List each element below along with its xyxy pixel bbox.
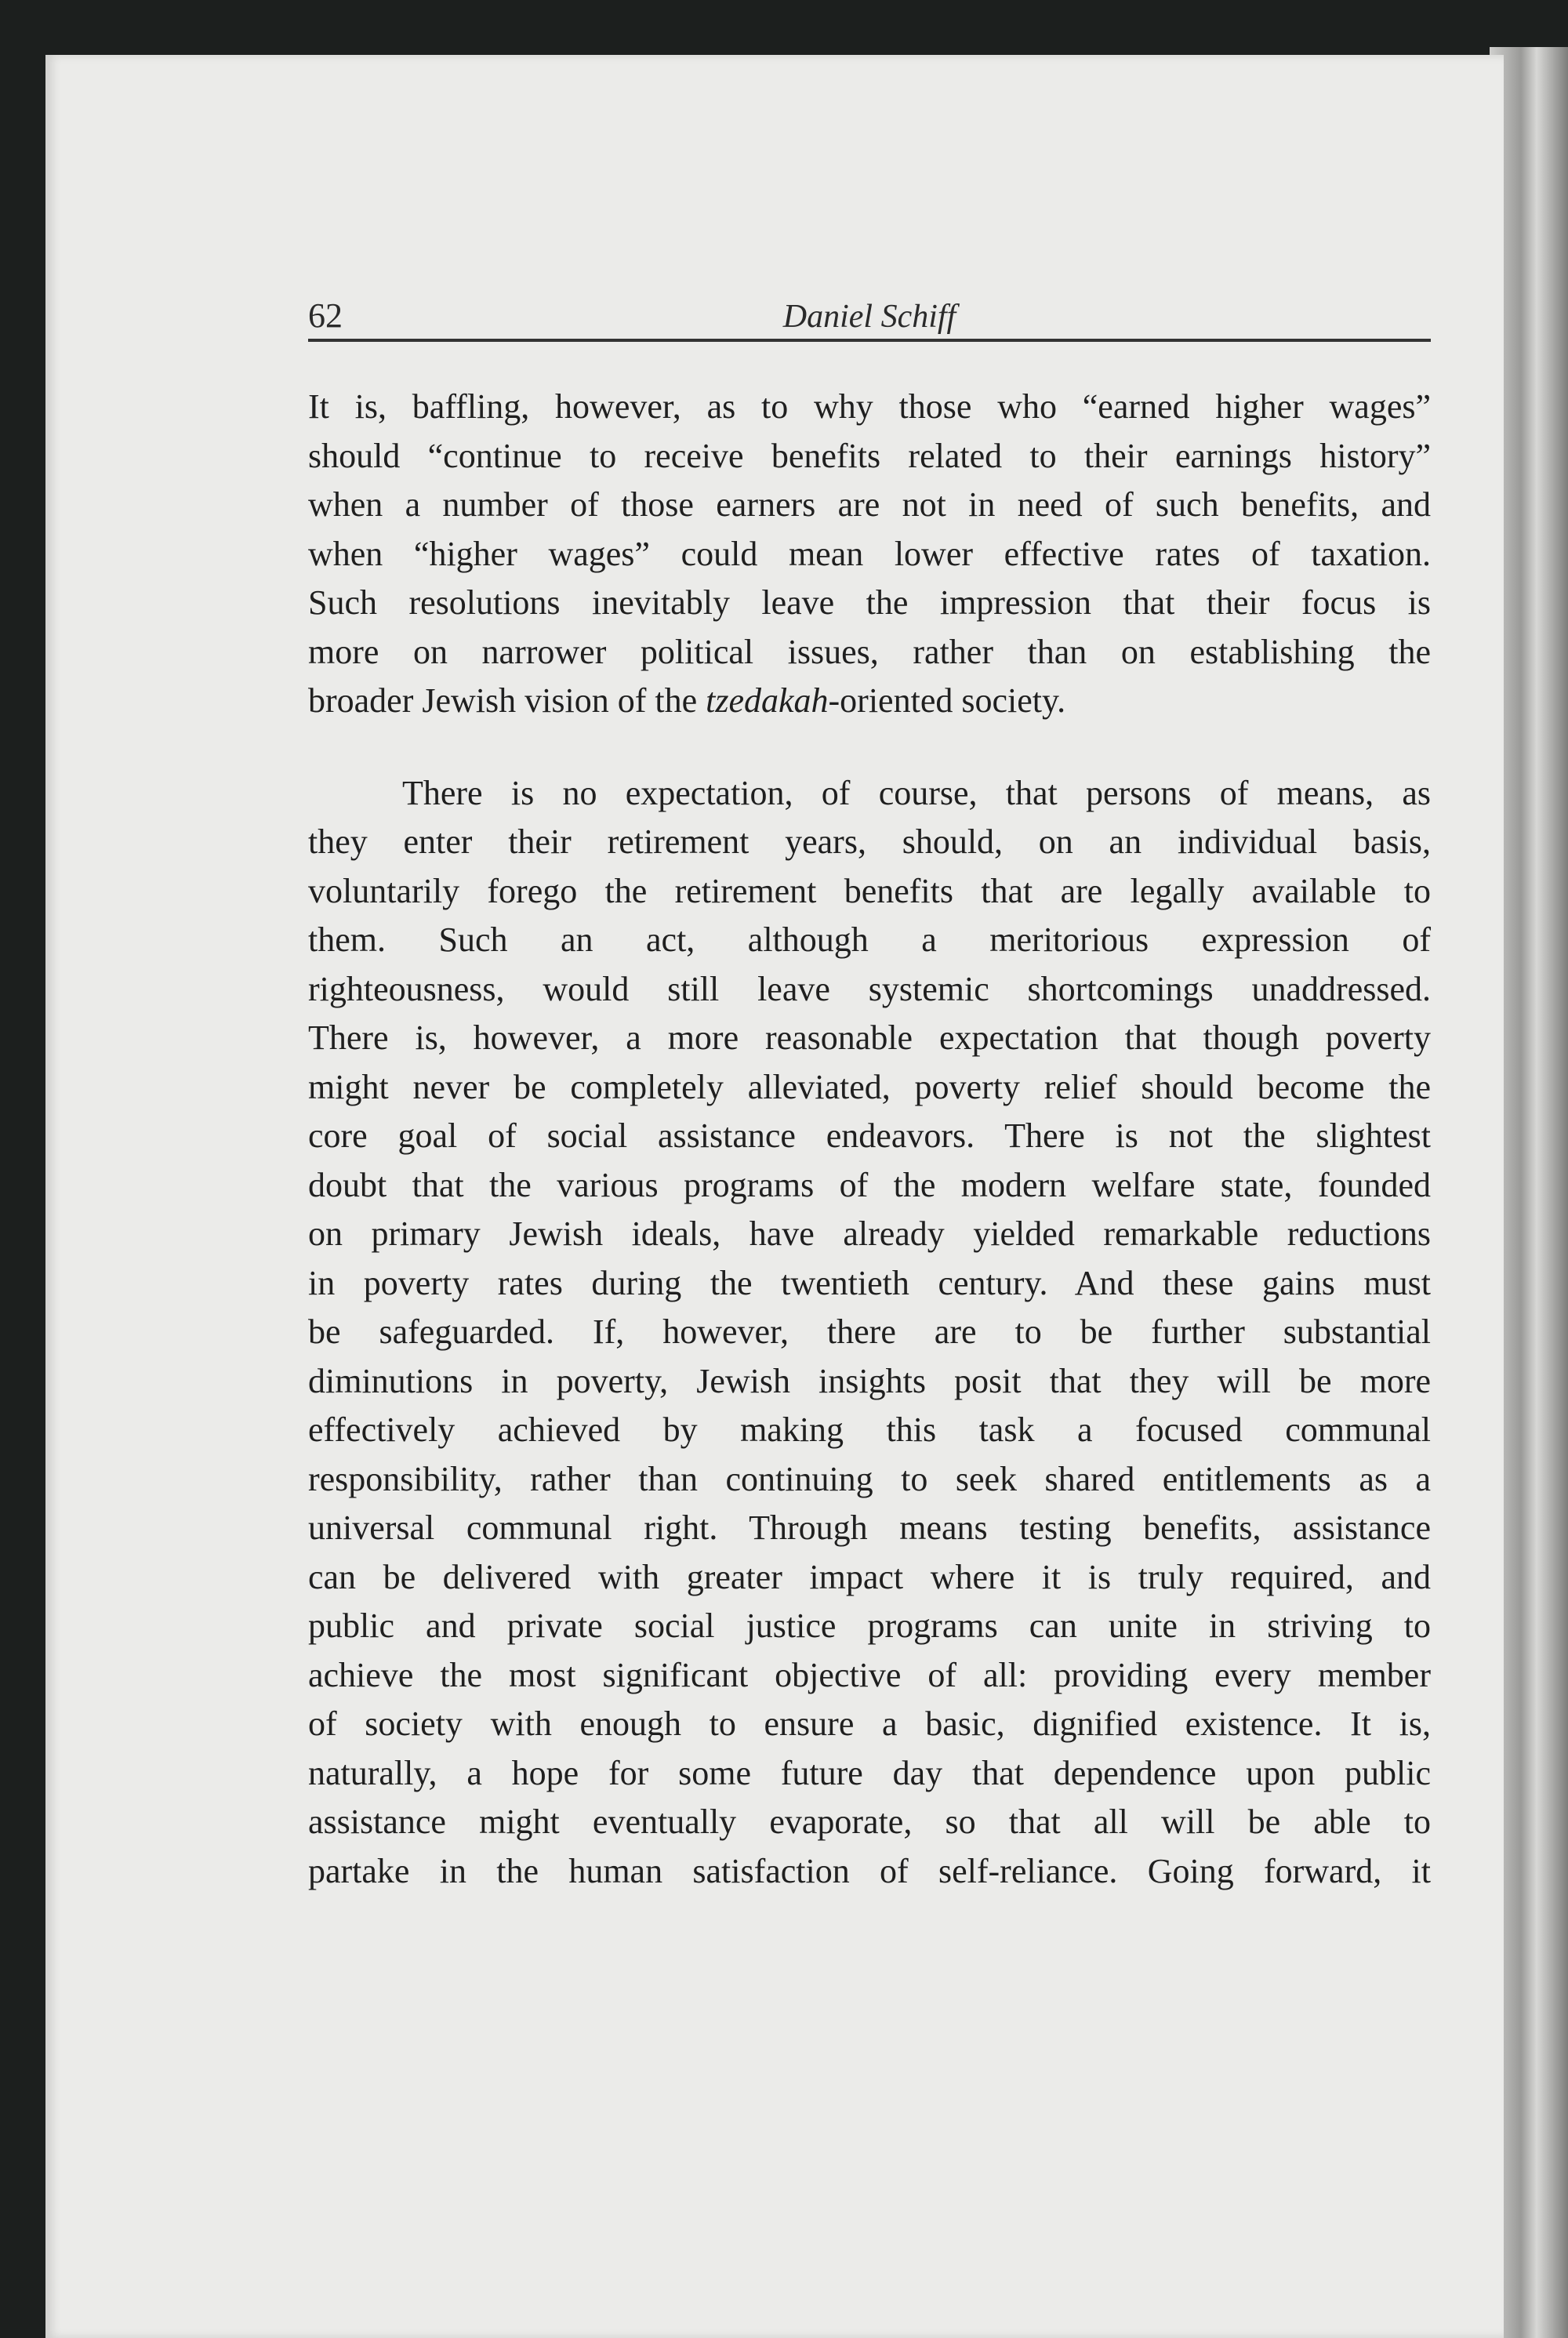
text-line: partake in the human satisfaction of self-reliance. Going forward, it [308,1851,1431,1890]
text-line: when a number of those earners are not in need of such benefits, and [308,485,1431,524]
text-line: voluntarily forego the retirement benefits that are legally available to [308,871,1431,910]
text-line: assistance might eventually evaporate, so that all will be able to [308,1803,1431,1841]
text-line: diminutions in poverty, Jewish insights posit that they will be more [308,1361,1431,1400]
text-line: be safeguarded. If, however, there are to be further substantial [308,1312,1431,1351]
text-line: There is, however, a more reasonable expectation that though poverty [308,1018,1431,1057]
text-line: can be delivered with greater impact where it is truly required, and [308,1557,1431,1596]
text-line: of society with enough to ensure a basic, dignified existence. It is, [308,1704,1431,1743]
text-span: broader Jewish vision of the [308,681,706,720]
text-line: public and private social justice programs can unite in striving to [308,1606,1431,1645]
paragraph-2 [308,769,1431,1897]
text-line: them. Such an act, although a meritorious expression of [308,920,1431,959]
text-line: when “higher wages” could mean lower effective rates of taxation. [308,534,1431,573]
text-line: It is, baffling, however, as to why those who “earned higher wages” [308,387,1431,426]
text-line: responsibility, rather than continuing to seek shared entitlements as a [308,1459,1431,1498]
text-line: effectively achieved by making this task a focused communal [308,1410,1431,1449]
text-span: -oriented society. [828,681,1066,720]
text-line: on primary Jewish ideals, have already yielded remarkable reductions [308,1214,1431,1253]
text-line: they enter their retirement years, should, on an individual basis, [308,822,1431,861]
page-number: 62 [308,296,343,335]
text-line: should “continue to receive benefits related to their earnings history” [308,436,1431,475]
text-line: achieve the most significant objective of all: providing every member [308,1655,1431,1694]
text-line: in poverty rates during the twentieth century. And these gains must [308,1263,1431,1302]
text-line [308,677,1431,726]
text-line: more on narrower political issues, rather than on establishing the [308,632,1431,671]
running-head: Daniel Schiff [782,299,956,335]
paragraph-1 [308,383,1431,677]
page-header [308,290,1431,342]
text-line: universal communal right. Through means testing benefits, assistance [308,1508,1431,1547]
body-text [308,383,1431,1896]
italic-term: tzedakah [706,681,829,720]
text-line: There is no expectation, of course, that persons of means, as [402,773,1431,812]
text-line: naturally, a hope for some future day that dependence upon public [308,1753,1431,1792]
text-line: righteousness, would still leave systemic shortcomings unaddressed. [308,969,1431,1008]
text-line: core goal of social assistance endeavors. There is not the slightest [308,1116,1431,1155]
text-line: might never be completely alleviated, poverty relief should become the [308,1067,1431,1106]
text-line: doubt that the various programs of the modern welfare state, founded [308,1165,1431,1204]
text-line: Such resolutions inevitably leave the impression that their focus is [308,583,1431,622]
